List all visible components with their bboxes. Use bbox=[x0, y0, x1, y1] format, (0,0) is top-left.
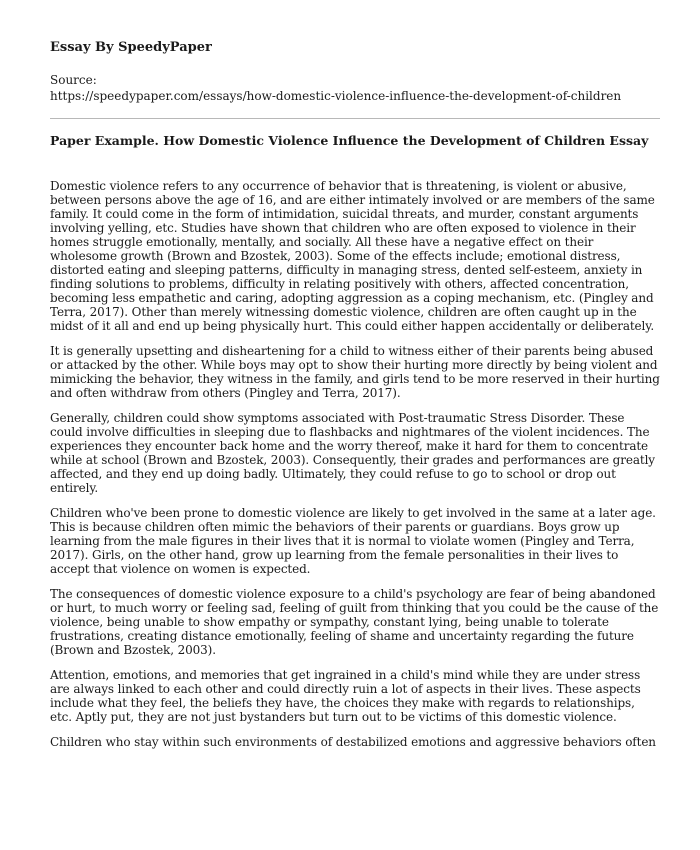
divider bbox=[50, 118, 660, 119]
essay-body bbox=[50, 179, 660, 749]
essay-page bbox=[50, 40, 660, 760]
paper-title: Paper Example. How Domestic Violence Influence the Development of Children Essay bbox=[50, 133, 649, 148]
brand-title: Essay By SpeedyPaper bbox=[50, 40, 212, 55]
paragraph: Generally, children could show symptoms associated with Post-traumatic Stress Disorder. These could involve difficulties in sleeping due to flashbacks and nightmares of the violent incidences. The experiences they encounter back home and the worry thereof, make it hard for them to concentrate while at school (Brown and Bzostek, 2003). Consequently, their grades and performances are greatly affected, and they end up doing badly. Ultimately, they could refuse to go to school or drop out entirely. bbox=[50, 411, 655, 495]
paragraph: Attention, emotions, and memories that get ingrained in a child's mind while they are under stress are always linked to each other and could directly ruin a lot of aspects in their lives. These aspects include what they feel, the beliefs they have, the choices they make with regards to relationships, etc. Aptly put, they are not just bystanders but turn out to be victims of this domestic violence. bbox=[50, 668, 641, 724]
paragraph: It is generally upsetting and disheartening for a child to witness either of their parents being abused or attacked by the other. While boys may opt to show their hurting more directly by being violent and mimicking the behavior, they witness in the family, and girls tend to be more reserved in their hurting and often withdraw from others (Pingley and Terra, 2017). bbox=[50, 344, 660, 400]
source-label: Source: bbox=[50, 73, 97, 87]
paragraph: The consequences of domestic violence exposure to a child's psychology are fear of being abandoned or hurt, to much worry or feeling sad, feeling of guilt from thinking that you could be the cause of the violence, being unable to show empathy or sympathy, constant lying, being unable to tolerate frustrations, creating distance emotionally, feeling of shame and uncertainty regarding the future (Brown and Bzostek, 2003). bbox=[50, 587, 659, 657]
paragraph: Domestic violence refers to any occurrence of behavior that is threatening, is violent or abusive, between persons above the age of 16, and are either intimately involved or are members of the same family. It could come in the form of intimidation, suicidal threats, and murder, constant arguments involving yelling, etc. Studies have shown that children who are often exposed to violence in their homes struggle emotionally, mentally, and socially. All these have a negative effect on their wholesome growth (Brown and Bzostek, 2003). Some of the effects include; emotional distress, distorted eating and sleeping patterns, difficulty in managing stress, dented self-esteem, anxiety in finding solutions to problems, difficulty in relating positively with others, affected concentration, becoming less empathetic and caring, adopting aggression as a coping mechanism, etc. (Pingley and Terra, 2017). Other than merely witnessing domestic violence, children are often caught up in the midst of it all and end up being physically hurt. This could either happen accidentally or deliberately. bbox=[50, 179, 655, 333]
source-link[interactable]: https://speedypaper.com/essays/how-domestic-violence-influence-the-development-of-children bbox=[50, 89, 622, 103]
paragraph: Children who stay within such environments of destabilized emotions and aggressive behaviors often bbox=[50, 735, 656, 749]
paragraph: Children who've been prone to domestic violence are likely to get involved in the same at a later age. This is because children often mimic the behaviors of their parents or guardians. Boys grow up learning from the male figures in their lives that it is normal to violate women (Pingley and Terra, 2017). Girls, on the other hand, grow up learning from the female personalities in their lives to accept that violence on women is expected. bbox=[50, 506, 656, 576]
